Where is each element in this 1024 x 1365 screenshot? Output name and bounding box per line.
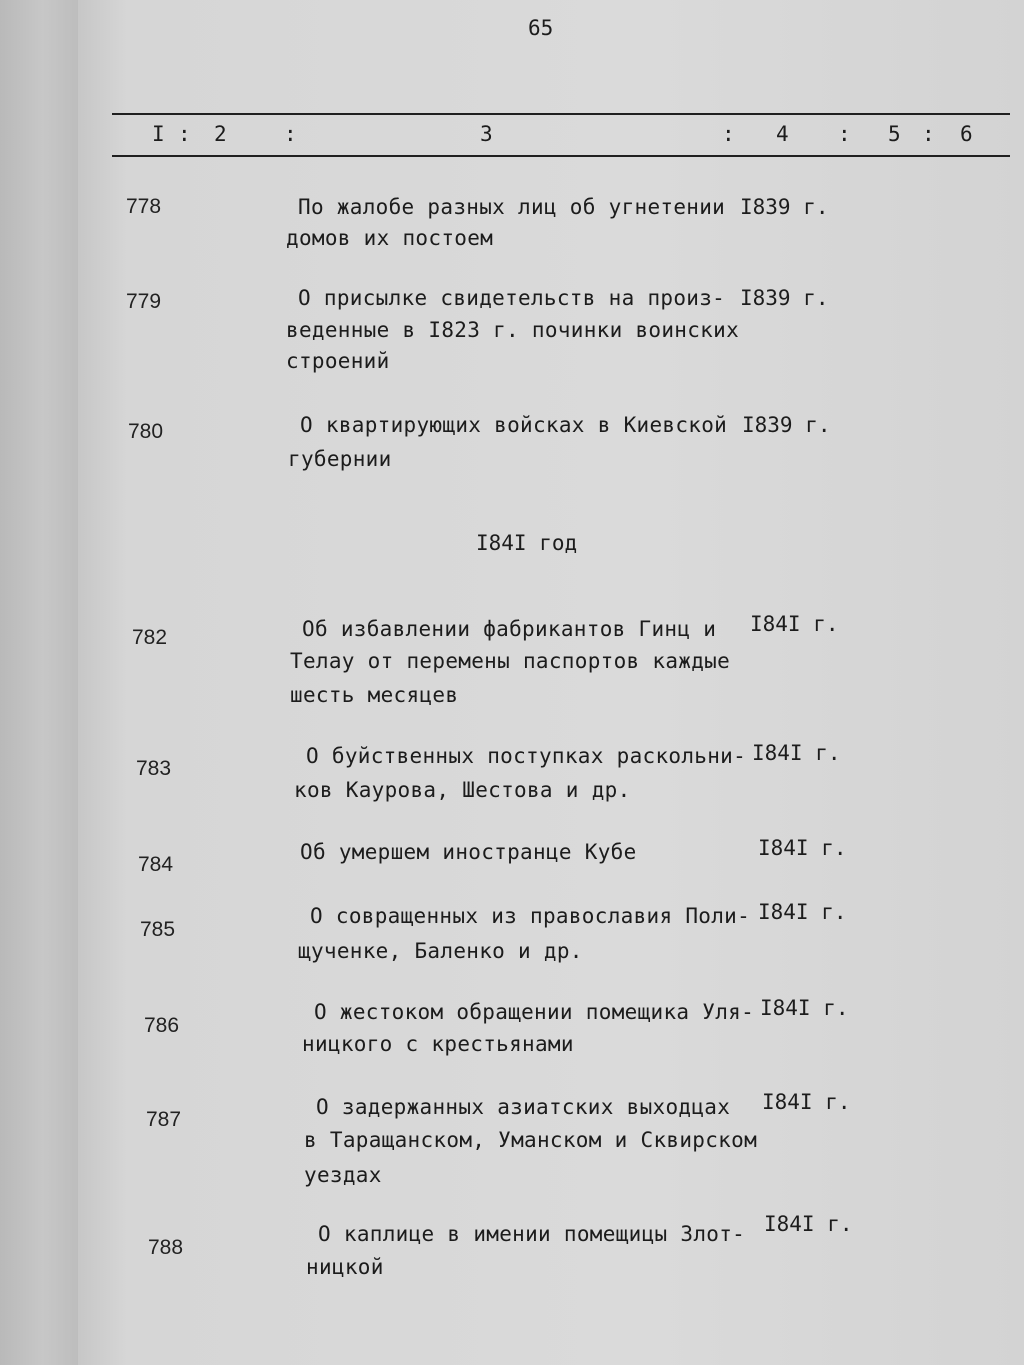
entry-title-line: ков Каурова, Шестова и др. bbox=[294, 778, 631, 802]
entry-year: I84I г. bbox=[758, 836, 847, 860]
entry-title-line: Об умершем иностранце Кубе bbox=[300, 840, 637, 864]
entry-title-line: О совращенных из православия Поли- bbox=[310, 904, 751, 928]
column-header-1: I bbox=[152, 122, 166, 146]
entry-title-line: Телау от перемены паспортов каждые bbox=[290, 649, 731, 673]
entry-title-line: строений bbox=[286, 349, 390, 373]
page-number: 65 bbox=[528, 16, 554, 40]
entry-number: 782 bbox=[132, 626, 168, 649]
entry-year: I839 г. bbox=[740, 286, 829, 310]
entry-title-line: губернии bbox=[288, 447, 392, 471]
entry-year: I84I г. bbox=[758, 900, 847, 924]
entry-year: I839 г. bbox=[740, 195, 829, 219]
table-header-bottom-rule bbox=[112, 155, 1010, 157]
entry-year: I84I г. bbox=[762, 1090, 851, 1114]
entry-title-line: О задержанных азиатских выходцах bbox=[316, 1095, 731, 1119]
section-heading: I84I год bbox=[476, 531, 578, 555]
entry-number: 785 bbox=[140, 918, 176, 941]
entry-title-line: шесть месяцев bbox=[290, 683, 459, 707]
column-header-5: 5 bbox=[888, 122, 902, 146]
book-spine-shadow bbox=[0, 0, 78, 1365]
entry-title-line: в Таращанском, Уманском и Сквирском bbox=[304, 1128, 758, 1152]
column-separator: : bbox=[284, 122, 298, 146]
entry-year: I84I г. bbox=[764, 1212, 853, 1236]
entry-title-line: ницкой bbox=[306, 1255, 384, 1279]
entry-year: I84I г. bbox=[752, 741, 841, 765]
column-header-6: 6 bbox=[960, 122, 974, 146]
entry-number: 783 bbox=[136, 757, 172, 780]
entry-title-line: О каплице в имении помещицы Злот- bbox=[318, 1222, 746, 1246]
entry-title-line: О квартирующих войсках в Киевской bbox=[300, 413, 728, 437]
entry-number: 786 bbox=[144, 1014, 180, 1037]
column-separator: : bbox=[922, 122, 936, 146]
column-separator: : bbox=[722, 122, 736, 146]
column-separator: : bbox=[838, 122, 852, 146]
entry-number: 778 bbox=[126, 195, 162, 218]
entry-year: I839 г. bbox=[742, 413, 831, 437]
entry-title-line: щученке, Баленко и др. bbox=[298, 939, 583, 963]
column-separator: : bbox=[178, 122, 192, 146]
column-header-3: 3 bbox=[480, 122, 494, 146]
entry-number: 788 bbox=[148, 1236, 184, 1259]
column-header-4: 4 bbox=[776, 122, 790, 146]
entry-year: I84I г. bbox=[750, 612, 839, 636]
entry-title-line: По жалобе разных лиц об угнетении bbox=[298, 195, 726, 219]
entry-title-line: ницкого с крестьянами bbox=[302, 1032, 574, 1056]
entry-number: 780 bbox=[128, 420, 164, 443]
entry-title-line: Об избавлении фабрикантов Гинц и bbox=[302, 617, 717, 641]
entry-title-line: О присылке свидетельств на произ- bbox=[298, 286, 726, 310]
entry-year: I84I г. bbox=[760, 996, 849, 1020]
column-header-2: 2 bbox=[214, 122, 228, 146]
entry-title-line: О жестоком обращении помещика Уля- bbox=[314, 1000, 755, 1024]
entry-title-line: веденные в I823 г. починки воинских bbox=[286, 318, 740, 342]
table-header-top-rule bbox=[112, 113, 1010, 115]
entry-number: 779 bbox=[126, 290, 162, 313]
entry-number: 784 bbox=[138, 853, 174, 876]
entry-number: 787 bbox=[146, 1108, 182, 1131]
entry-title-line: О буйственных поступках раскольни- bbox=[306, 744, 747, 768]
entry-title-line: домов их постоем bbox=[286, 226, 494, 250]
entry-title-line: уездах bbox=[304, 1163, 382, 1187]
